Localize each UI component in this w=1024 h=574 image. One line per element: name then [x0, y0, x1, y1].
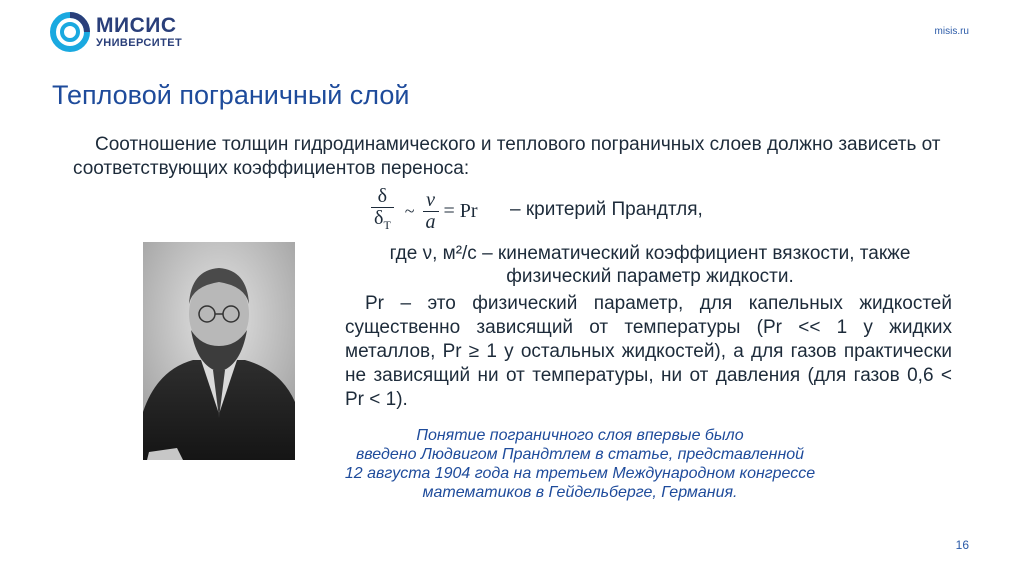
caption-line: математиков в Гейдельберге, Германия.	[422, 484, 738, 501]
delta-symbol: δ	[377, 185, 388, 207]
prandtl-explanation	[345, 292, 952, 412]
intro-text: Соотношение толщин гидродинамического и теплового пограничных слоев должно зависеть от соответствующих коэффициентов переноса:	[73, 134, 941, 179]
slide-title: Тепловой пограничный слой	[52, 80, 410, 110]
viscosity-definition	[345, 242, 955, 288]
sim-symbol: ~	[404, 200, 415, 221]
prandtl-formula	[368, 186, 478, 236]
formula-description: – критерий Прандтля,	[510, 199, 703, 220]
definition-line-2: физический параметр жидкости.	[506, 266, 794, 287]
delta-t-symbol: $\delta_T$	[371, 207, 394, 236]
misis-logo-icon	[50, 12, 90, 52]
misis-logo	[50, 12, 182, 52]
a-symbol: a	[423, 211, 439, 233]
prandtl-portrait-photo	[143, 242, 295, 460]
definition-line-1: где ν, м²/с – кинематический коэффициент вязкости, также	[389, 243, 911, 264]
page-number: 16	[955, 538, 969, 552]
historical-caption	[320, 426, 840, 502]
equals-pr: = Pr	[443, 199, 478, 222]
nu-symbol: ν	[426, 188, 435, 211]
intro-paragraph	[73, 133, 953, 181]
caption-line: Понятие пограничного слоя впервые было	[416, 427, 744, 444]
logo-subtitle: УНИВЕРСИТЕТ	[96, 37, 183, 49]
caption-line: 12 августа 1904 года на третьем Международном конгрессе	[344, 465, 816, 482]
logo-name: МИСИС	[96, 14, 177, 37]
site-url[interactable]: misis.ru	[934, 26, 969, 37]
caption-line: введено Людвигом Прандтлем в статье, представленной	[355, 446, 805, 463]
nu-over-a	[423, 190, 439, 233]
pr-text: Pr – это физический параметр, для капельных жидкостей существенно зависящий от температуры (Pr << 1 у жидких металлов, Pr ≥ 1 у остальных жидкостей), а для газов практически не зависящий ни от температуры, ни от давления (для газов 0,6 < Pr < 1).	[345, 293, 952, 410]
delta-ratio	[371, 186, 394, 236]
